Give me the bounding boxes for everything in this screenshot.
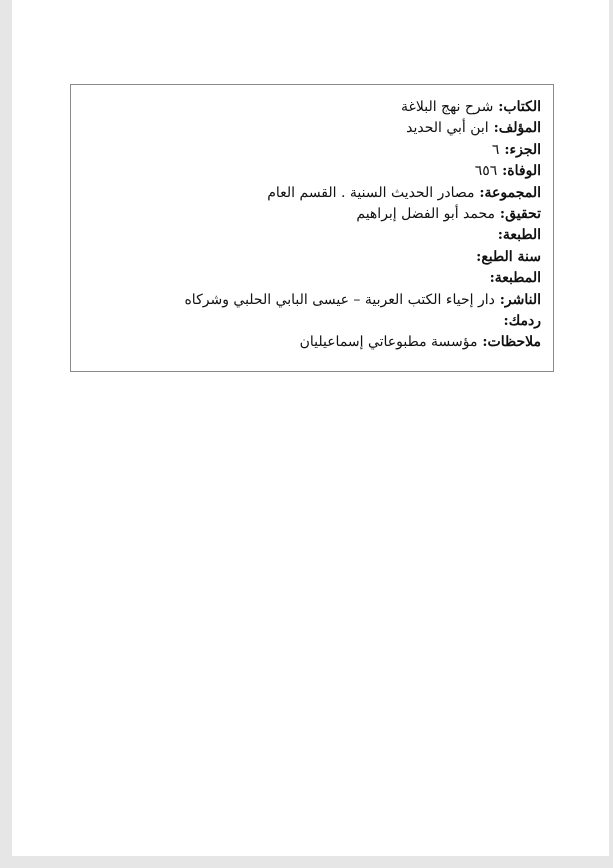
- volume-value: ٦: [491, 141, 500, 158]
- collection-label: المجموعة:: [479, 184, 541, 201]
- isbn-line: [83, 311, 541, 332]
- volume-line: [83, 140, 541, 161]
- editor-value: محمد أبو الفضل إبراهيم: [356, 205, 496, 222]
- volume-label: الجزء:: [504, 141, 541, 158]
- editor-label: تحقيق:: [499, 205, 541, 222]
- book-title-label: الكتاب:: [498, 99, 541, 115]
- death-year-label: الوفاة:: [502, 163, 541, 180]
- book-info-box: [70, 84, 554, 372]
- notes-value: مؤسسة مطبوعاتي إسماعيليان: [299, 334, 478, 351]
- collection-value: مصادر الحديث السنية . القسم العام: [267, 184, 475, 201]
- edition-line: [83, 225, 541, 246]
- book-title-value: شرح نهج البلاغة: [401, 99, 494, 115]
- book-title-line: [83, 97, 541, 118]
- death-year-line: [83, 161, 541, 182]
- printing-press-label: المطبعة:: [489, 270, 541, 287]
- author-label: المؤلف:: [493, 120, 541, 137]
- author-line: [83, 118, 541, 139]
- publisher-label: الناشر:: [499, 291, 541, 308]
- printing-press-line: [83, 268, 541, 289]
- publisher-line: [83, 290, 541, 311]
- editor-line: [83, 204, 541, 225]
- print-year-label: سنة الطبع:: [476, 248, 541, 265]
- edition-label: الطبعة:: [497, 227, 541, 244]
- notes-label: ملاحظات:: [482, 334, 541, 351]
- collection-line: [83, 183, 541, 204]
- document-page: [12, 0, 609, 856]
- notes-line: [83, 332, 541, 353]
- isbn-label: ردمك:: [503, 312, 541, 329]
- publisher-value: دار إحياء الكتب العربية – عيسى البابي الحلبي وشركاه: [184, 291, 495, 308]
- author-value: ابن أبي الحديد: [406, 120, 489, 137]
- death-year-value: ٦٥٦: [474, 163, 498, 180]
- print-year-line: [83, 247, 541, 268]
